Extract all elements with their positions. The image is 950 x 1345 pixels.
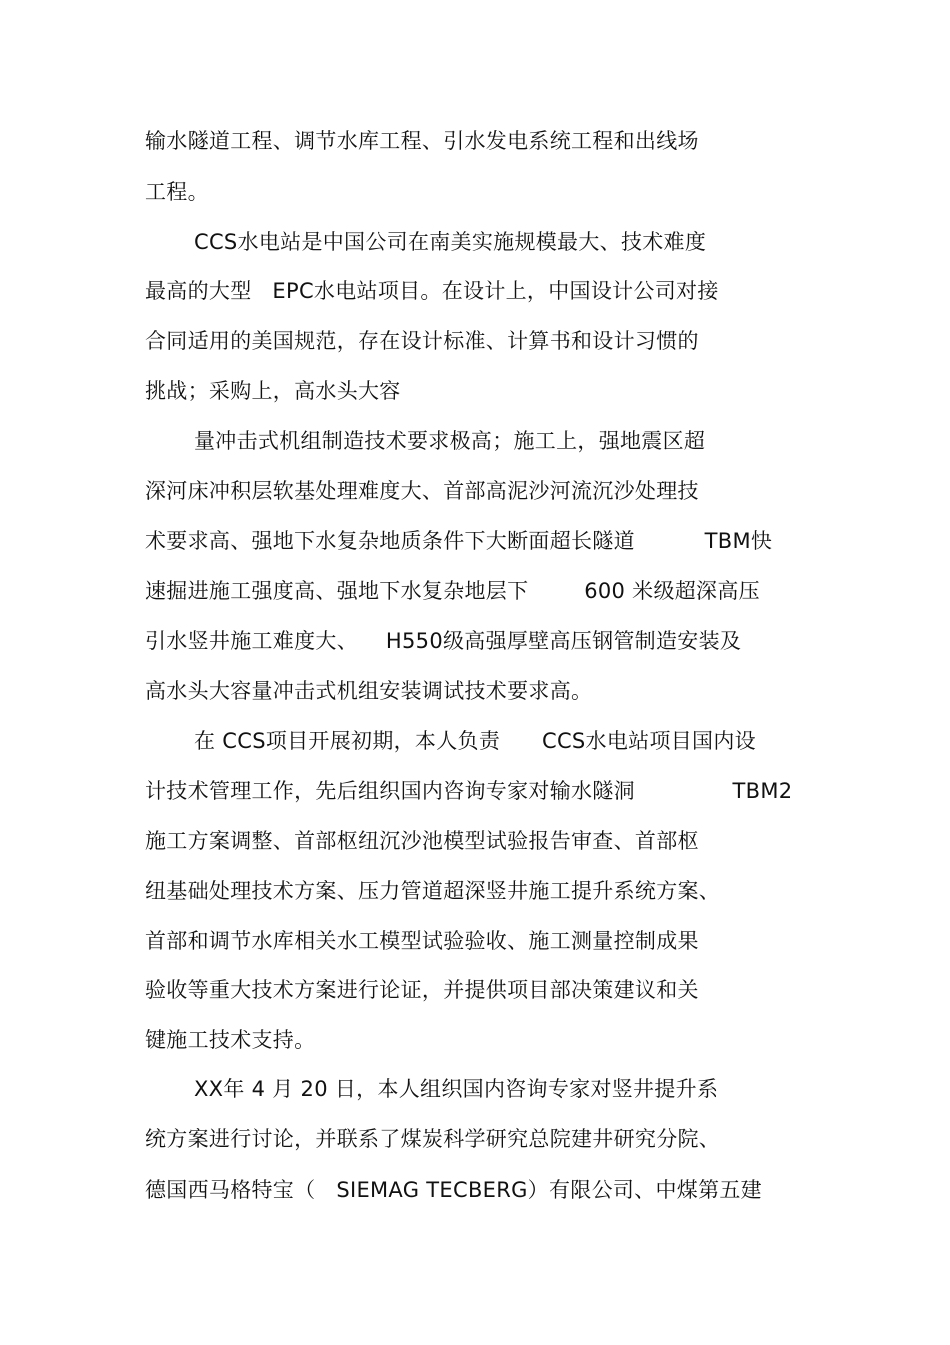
paragraph-start-line: 量冲击式机组制造技术要求极高；施工上，强地震区超 — [194, 429, 706, 453]
text-line: 计技术管理工作，先后组织国内咨询专家对输水隧洞 TBM2 — [145, 779, 793, 803]
text-line: 验收等重大技术方案进行论证，并提供项目部决策建议和关 — [145, 978, 699, 1002]
text-line: 施工方案调整、首部枢纽沉沙池模型试验报告审查、首部枢 — [145, 829, 699, 853]
paragraph-start-line: 在 CCS项目开展初期，本人负责 CCS水电站项目国内设 — [194, 729, 756, 753]
text-line: 挑战；采购上，高水头大容 — [145, 379, 401, 403]
text-line: 输水隧道工程、调节水库工程、引水发电系统工程和出线场 — [145, 129, 699, 153]
paragraph-start-line: CCS水电站是中国公司在南美实施规模最大、技术难度 — [194, 230, 707, 254]
text-line: 纽基础处理技术方案、压力管道超深竖井施工提升系统方案、 — [145, 879, 721, 903]
text-line: 高水头大容量冲击式机组安装调试技术要求高。 — [145, 679, 593, 703]
text-line: 工程。 — [145, 180, 209, 204]
text-line: 深河床冲积层软基处理难度大、首部高泥沙河流沉沙处理技 — [145, 479, 699, 503]
text-line: 德国西马格特宝（ SIEMAG TECBERG）有限公司、中煤第五建 — [145, 1178, 762, 1202]
text-line: 合同适用的美国规范，存在设计标准、计算书和设计习惯的 — [145, 329, 699, 353]
text-line: 首部和调节水库相关水工模型试验验收、施工测量控制成果 — [145, 929, 699, 953]
text-line: 最高的大型 EPC水电站项目。在设计上，中国设计公司对接 — [145, 279, 719, 303]
paragraph-start-line: XX年 4 月 20 日，本人组织国内咨询专家对竖井提升系 — [194, 1077, 719, 1101]
text-line: 速掘进施工强度高、强地下水复杂地层下 600 米级超深高压 — [145, 579, 760, 603]
text-line: 术要求高、强地下水复杂地质条件下大断面超长隧道 TBM快 — [145, 529, 773, 553]
text-line: 统方案进行讨论，并联系了煤炭科学研究总院建井研究分院、 — [145, 1127, 721, 1151]
text-line: 引水竖井施工难度大、 H550级高强厚壁高压钢管制造安装及 — [145, 629, 742, 653]
text-line: 键施工技术支持。 — [145, 1028, 316, 1052]
